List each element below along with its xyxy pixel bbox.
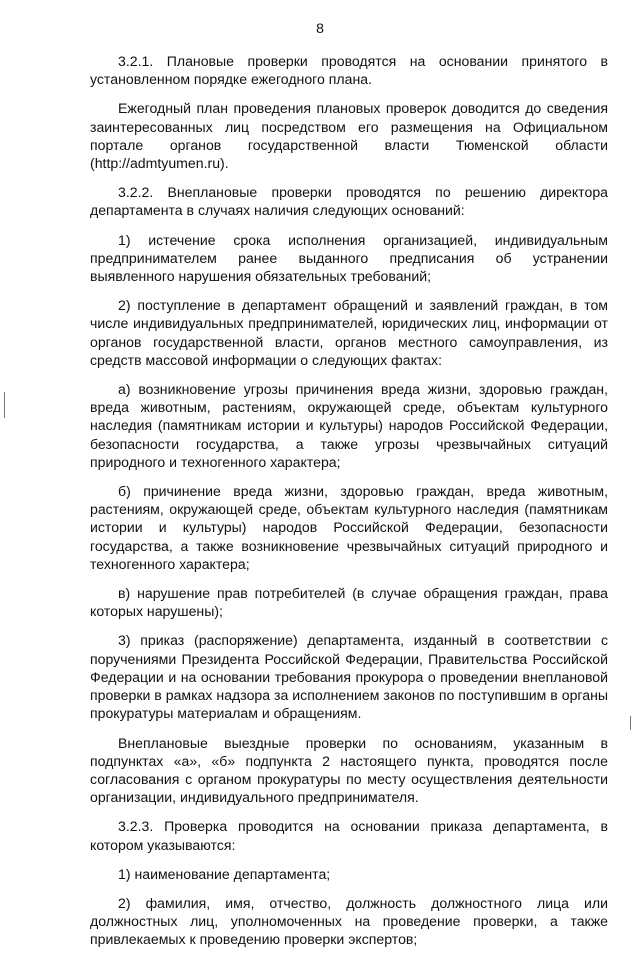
- page-number: 8: [316, 20, 324, 36]
- paragraph-item-3: 3) приказ (распоряжение) департамента, изданный в соответствии с поручениями Президента Российской Федерации, Правительства Российской Федерации и на основании требования прокурора о проведении внеплановой проверки в рамках надзора за исполнением законов по поступившим в органы прокуратуры материалам и обращениям.: [90, 632, 608, 722]
- scan-margin-mark: [4, 392, 5, 418]
- document-body: [90, 52, 608, 960]
- paragraph-item-2v: в) нарушение прав потребителей (в случае обращения граждан, права которых нарушены);: [90, 585, 608, 620]
- paragraph-item-2b: б) причинение вреда жизни, здоровью граждан, вреда животным, растениям, окружающей среде, объектам культурного наследия (памятникам истории и культуры) народов Российской Федерации, безопасности государства, а также возникновение чрезвычайных ситуаций природного и техногенного характера;: [90, 483, 608, 572]
- paragraph-annual-plan: Ежегодный план проведения плановых проверок доводится до сведения заинтересованных лиц посредством его размещения на Официальном портале органов государственной власти Тюменской области (http://admtyumen.ru).: [90, 100, 608, 172]
- paragraph-3-2-1: 3.2.1. Плановые проверки проводятся на основании принятого в установленном порядке ежегодного плана.: [90, 53, 608, 88]
- paragraph-order-item-1: 1) наименование департамента;: [118, 865, 331, 882]
- scan-margin-mark: [630, 716, 631, 730]
- paragraph-item-2a: а) возникновение угрозы причинения вреда жизни, здоровью граждан, вреда животным, растениям, окружающей среде, объектам культурного наследия (памятникам истории и культуры) народов Российской Федерации, безопасности государства, а также угрозы чрезвычайных ситуаций природного и техногенного характера;: [90, 381, 608, 470]
- paragraph-order-item-2: 2) фамилия, имя, отчество, должность должностного лица или должностных лиц, уполномоченных на проведение проверки, а также привлекаемых к проведению проверки экспертов;: [90, 894, 608, 948]
- paragraph-item-2: 2) поступление в департамент обращений и заявлений граждан, в том числе индивидуальных предпринимателей, юридических лиц, информации от органов государственной власти, органов местного самоуправления, из средств массовой информации о следующих фактах:: [90, 297, 608, 368]
- paragraph-unscheduled-inspections: Внеплановые выездные проверки по основаниям, указанным в подпунктах «а», «б» подпункта 2 настоящего пункта, проводятся после согласования с органом прокуратуры по месту осуществления деятельности организации, индивидуального предпринимателя.: [90, 734, 608, 806]
- paragraph-3-2-2: 3.2.2. Внеплановые проверки проводятся по решению директора департамента в случаях наличия следующих оснований:: [90, 184, 608, 219]
- paragraph-3-2-3: 3.2.3. Проверка проводится на основании приказа департамента, в котором указываются:: [90, 818, 608, 853]
- paragraph-item-1: 1) истечение срока исполнения организацией, индивидуальным предпринимателем ранее выданного предписания об устранении выявленного нарушения обязательных требований;: [90, 231, 608, 285]
